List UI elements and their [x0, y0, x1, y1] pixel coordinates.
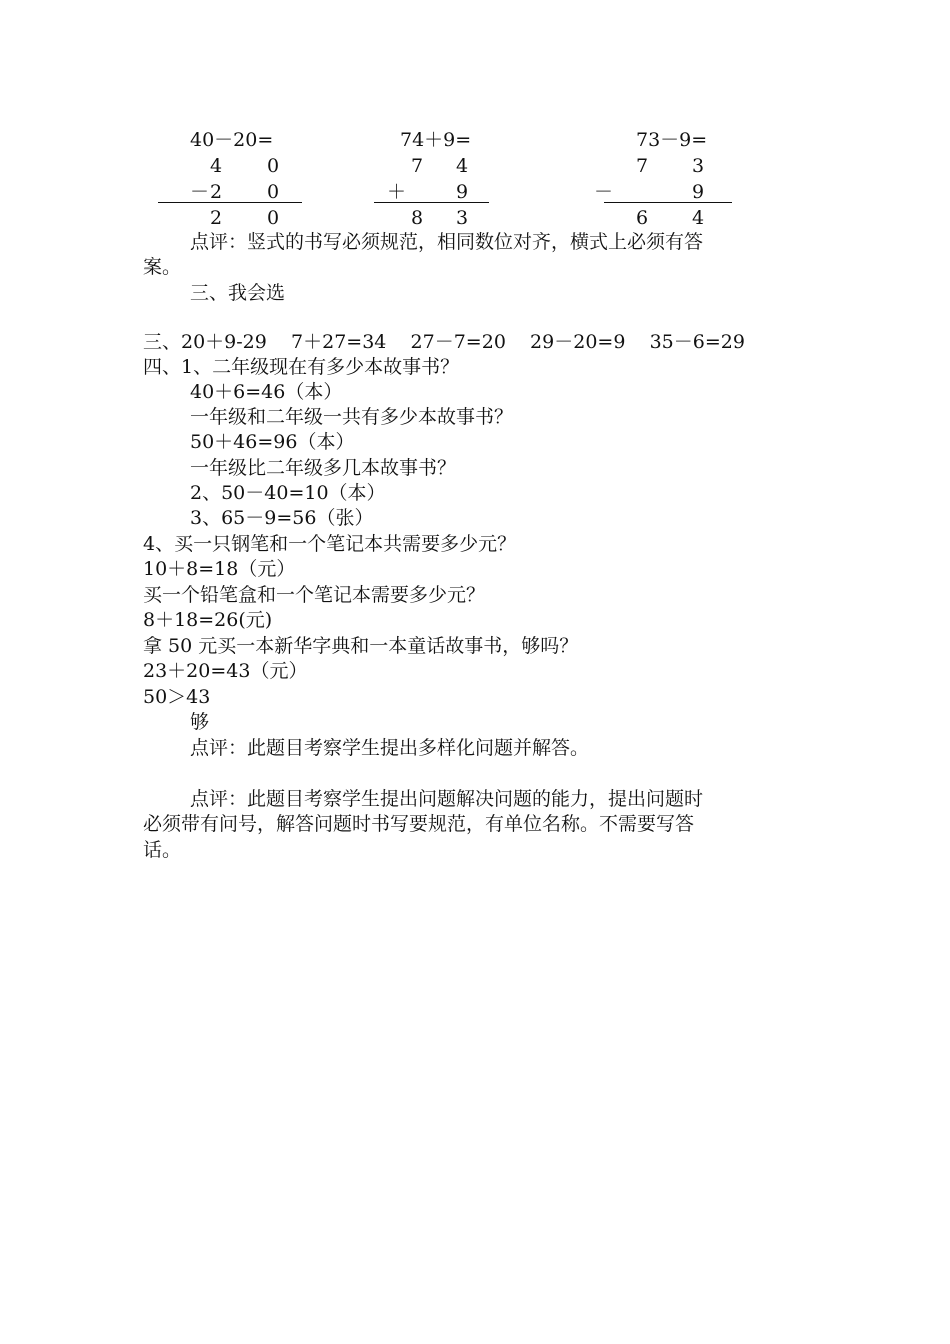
calc-3-equation: 73－9= [636, 129, 708, 151]
final-comment-line3: 话。 [143, 839, 182, 861]
calc-2-divider [374, 202, 489, 203]
section4-line: 8＋18=26(元) [143, 609, 273, 631]
calc-3-top-ones: 3 [692, 155, 705, 177]
calc-2-equation: 74＋9= [400, 129, 472, 151]
section4-line: 50＋46=96（本） [190, 431, 355, 453]
section3-heading: 三、我会选 [190, 282, 286, 304]
calc-2-result-tens: 8 [411, 207, 424, 229]
section4-line: 点评：此题目考察学生提出多样化问题并解答。 [190, 737, 590, 759]
section4-line: 2、50－40=10（本） [190, 482, 386, 504]
calc-2-top-ones: 4 [456, 155, 469, 177]
calc-1-result-ones: 0 [267, 207, 280, 229]
calc-1-operator: － [190, 181, 210, 203]
section4-line: 40＋6=46（本） [190, 381, 343, 403]
section4-line: 买一个铅笔盒和一个笔记本需要多少元？ [143, 584, 486, 606]
calc-3-bottom-ones: 9 [692, 181, 705, 203]
calc-3-result-tens: 6 [636, 207, 649, 229]
calc-3-operator: － [594, 181, 614, 203]
section4-line: 3、65－9=56（张） [190, 507, 374, 529]
section4-line: 四、1、二年级现在有多少本故事书？ [143, 356, 460, 378]
section4-line: 拿 50 元买一本新华字典和一本童话故事书，够吗？ [143, 635, 579, 657]
calc-2-operator: ＋ [387, 181, 407, 203]
calc-1-result-tens: 2 [210, 207, 223, 229]
comment-vertical-line1: 点评：竖式的书写必须规范，相同数位对齐，横式上必须有答 [190, 231, 704, 253]
section4-line: 10＋8=18（元） [143, 558, 296, 580]
calc-1-bottom-tens: 2 [210, 181, 223, 203]
section4-line: 50＞43 [143, 686, 211, 708]
calc-3-result-ones: 4 [692, 207, 705, 229]
section3-answers: 三、20＋9-29 7＋27=34 27－7=20 29－20=9 35－6=29 [143, 331, 745, 353]
calc-1-top-ones: 0 [267, 155, 280, 177]
final-comment-line2: 必须带有问号，解答问题时书写要规范，有单位名称。不需要写答 [143, 813, 695, 835]
calc-1-bottom-ones: 0 [267, 181, 280, 203]
calc-1-divider [158, 202, 302, 203]
calc-3-divider [604, 202, 732, 203]
calc-3-top-tens: 7 [636, 155, 649, 177]
comment-vertical-line2: 案。 [143, 256, 182, 278]
section4-line: 够 [190, 711, 210, 733]
calc-1-top-tens: 4 [210, 155, 223, 177]
calc-1-equation: 40－20= [190, 129, 274, 151]
calc-2-bottom-ones: 9 [456, 181, 469, 203]
final-comment-line1: 点评：此题目考察学生提出问题解决问题的能力，提出问题时 [190, 788, 704, 810]
section4-line: 一年级比二年级多几本故事书？ [190, 457, 457, 479]
section4-line: 4、买一只钢笔和一个笔记本共需要多少元？ [143, 533, 517, 555]
section4-line: 23＋20=43（元） [143, 660, 308, 682]
calc-2-result-ones: 3 [456, 207, 469, 229]
calc-2-top-tens: 7 [411, 155, 424, 177]
section4-line: 一年级和二年级一共有多少本故事书？ [190, 406, 514, 428]
